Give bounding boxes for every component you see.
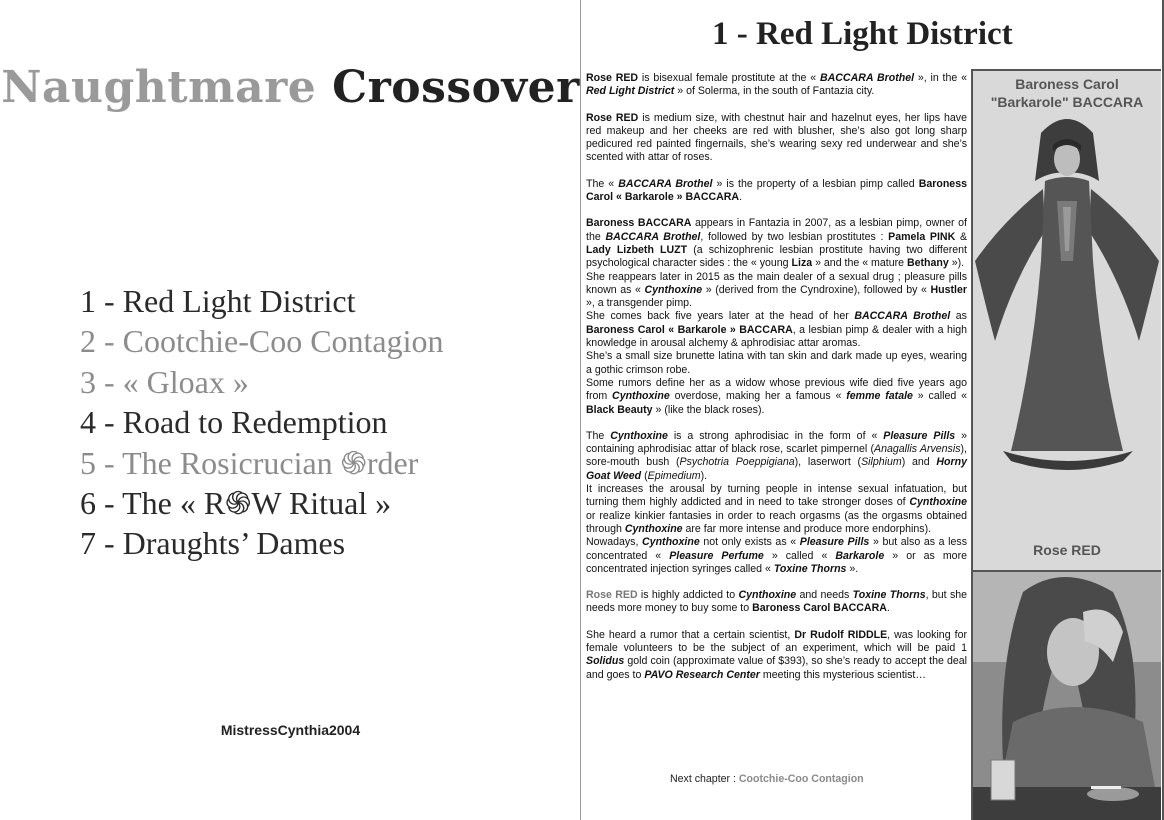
paragraph: Baroness BACCARA appears in Fantazia in 2007, as a lesbian pimp, owner of the BACCARA Brothel, followed by two lesbian prostitutes : Pamela PINK & Lady Lizbeth LUZT (a schizophrenic lesbian prostitute having two different psychological character sides : the « young Liza » and the « mature Bethany »). [586, 217, 968, 270]
baroness-panel [973, 69, 1161, 572]
baroness-caption-line1: Baroness Carol [1015, 76, 1119, 92]
paragraph: Rose RED is highly addicted to Cynthoxine and needs Toxine Thorns, but she needs more money to buy some to Baroness Carol BACCARA. [586, 589, 968, 615]
paragraph: Nowadays, Cynthoxine not only exists as « Pleasure Pills » but also as a less concentrated « Pleasure Perfume » called « Barkarole » or as more concentrated injection syringes called « Toxine Thorns ». [586, 536, 967, 575]
paragraph: She’s a small size brunette latina with tan skin and dark made up eyes, wearing a gothic crimson robe. [586, 350, 967, 376]
toc-item-3[interactable]: 3 - « Gloax » [80, 363, 249, 400]
next-chapter-label: Next chapter : [670, 773, 736, 785]
toc-item-2[interactable]: 2 - Cootchie-Coo Contagion [80, 323, 444, 360]
paragraph: Some rumors define her as a widow whose previous wife died five years ago from Cynthoxine overdose, making her a famous « femme fatale » called « Black Beauty » (like the black roses). [586, 376, 967, 416]
rose-red-panel [973, 572, 1161, 820]
character-sidebar [971, 69, 1161, 820]
paragraph: The « BACCARA Brothel » is the property of a lesbian pimp called Baroness Carol « Barkarole » BACCARA. [586, 177, 967, 204]
next-chapter [670, 773, 864, 785]
chapter-title: 1 - Red Light District [712, 16, 1013, 52]
paragraph: She heard a rumor that a certain scientist, Dr Rudolf RIDDLE, was looking for female volunteers to be the subject of an experiment, which will be paid 1 Solidus gold coin (approximate value of $393), so she’s ready to accept the deal and goes to PAVO Research Center meeting this mysterious scientist… [586, 628, 967, 681]
table-of-contents [80, 281, 444, 564]
paragraph: It increases the arousal by turning people in intense sexual infatuation, but turning them highly addicted and in need to take stronger doses of Cynthoxine or realize kinkier fantasies in order to reach orgasms (as the orgasms obtained through Cynthoxine are far more intense and produce more endorphins). [586, 483, 967, 535]
toc-item-7[interactable]: 7 - Draughts’ Dames [80, 525, 346, 562]
toc-item-6[interactable]: 6 - The « R֍W Ritual » [80, 485, 392, 522]
rose-red-portrait-image [973, 572, 1161, 820]
baroness-portrait-image [973, 111, 1161, 481]
toc-item-4[interactable]: 4 - Road to Redemption [80, 404, 388, 441]
title-word-2: Crossover [332, 62, 580, 113]
paragraph: She reappears later in 2015 as the main dealer of a sexual drug ; pleasure pills known as « Cynthoxine » (derived from the Cyndroxine), followed by « Hustler », a transgender pimp. [586, 270, 967, 310]
rose-red-caption: Rose RED [1033, 542, 1101, 558]
author-name: MistressCynthia2004 [220, 722, 361, 738]
toc-item-1[interactable]: 1 - Red Light District [80, 283, 356, 319]
title-word-1: Naughtmare [1, 62, 317, 113]
next-chapter-link[interactable]: Cootchie-Coo Contagion [738, 773, 864, 785]
toc-item-5[interactable]: 5 - The Rosicrucian ֍rder [80, 444, 419, 481]
baroness-caption-line2: "Barkarole" BACCARA [990, 94, 1144, 110]
chapter-body [586, 72, 967, 695]
paragraph: Rose RED is medium size, with chestnut hair and hazelnut eyes, her lips have red makeup and her cheeks are red with blusher, she’s also got long sharp pedicured red painted fingernails, she’s wearing sexy red underwear and she’s scented with attar of roses. [586, 111, 967, 164]
baroness-caption [973, 75, 1161, 111]
book-title [0, 62, 581, 113]
chapter-page [582, 0, 1164, 820]
cover-page [0, 0, 581, 820]
paragraph: She comes back five years later at the head of her BACCARA Brothel as Baroness Carol « Barkarole » BACCARA, a lesbian pimp & dealer with a high knowledge in arousal alchemy & aphrodisiac attar aromas. [586, 310, 967, 350]
paragraph: Rose RED is bisexual female prostitute at the « BACCARA Brothel », in the « Red Light District » of Solerma, in the south of Fantazia city. [586, 72, 967, 98]
paragraph: The Cynthoxine is a strong aphrodisiac in the form of « Pleasure Pills » containing aphrodisiac attar of black rose, scarlet pimpernel (Anagallis Arvensis), sore-mouth bush (Psychotria Poeppigiana), laserwort (Silphium) and Horny Goat Weed (Epimedium). [586, 429, 968, 482]
